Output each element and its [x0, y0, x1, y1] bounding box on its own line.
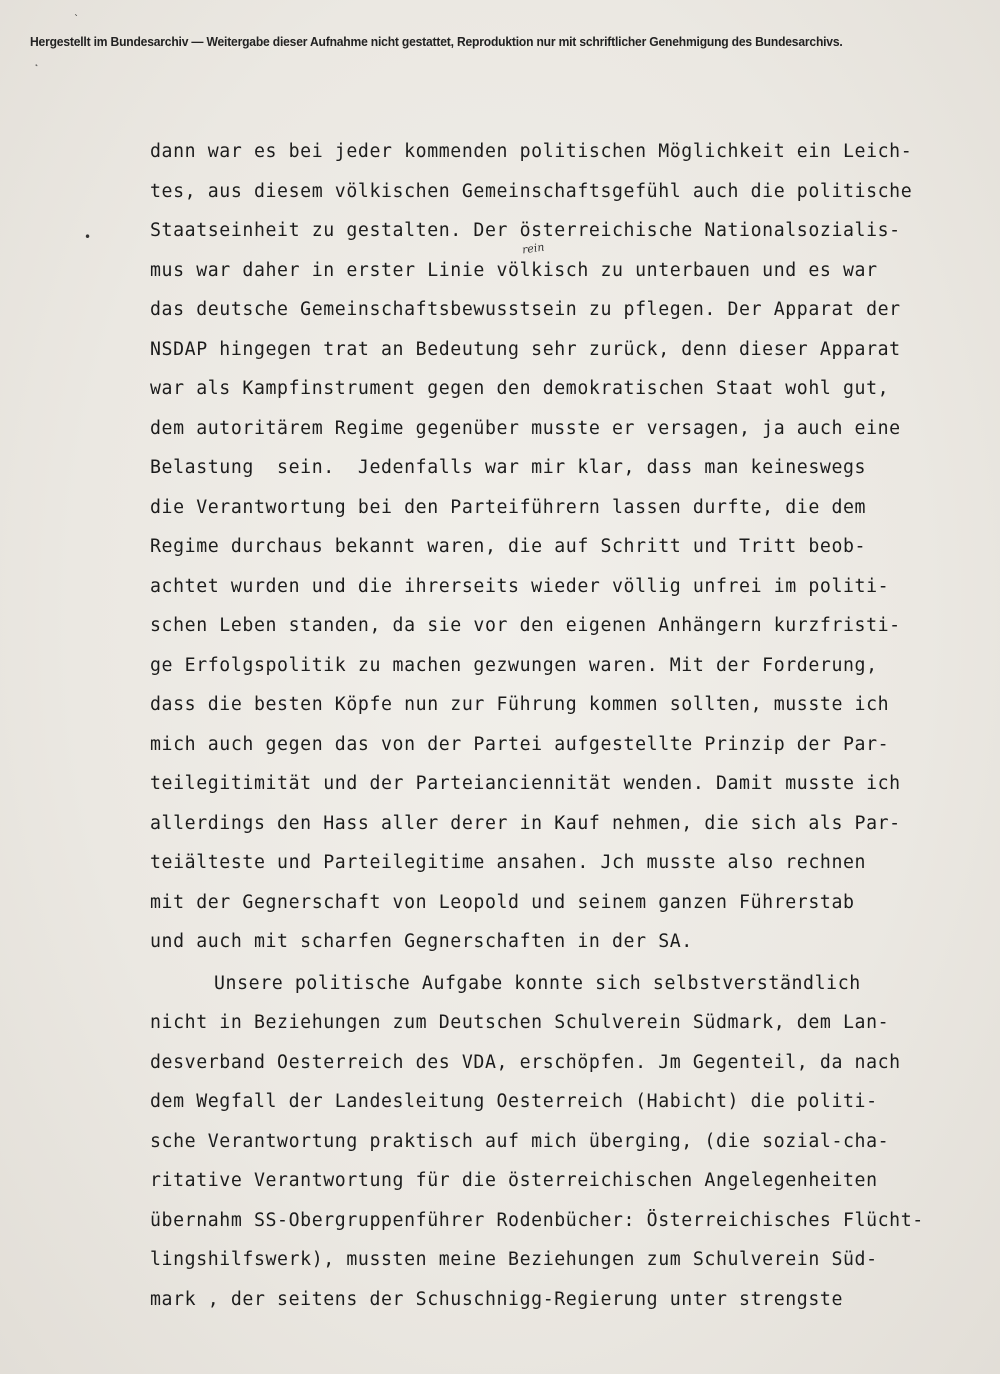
text-line: allerdings den Hass aller derer in Kauf nehmen, die sich als Par-: [150, 812, 901, 834]
text-line: Regime durchaus bekannt waren, die auf Schritt und Tritt beob-: [150, 536, 867, 557]
text-line: übernahm SS-Obergruppenführer Rodenbücher: Österreichisches Flücht-: [150, 1209, 924, 1231]
text-line: Belastung sein. Jedenfalls war mir klar, dass man keineswegs: [150, 457, 867, 478]
text-line: dass die besten Köpfe nun zur Führung kommen sollten, musste ich: [150, 694, 890, 715]
text-line: teiälteste und Parteilegitime ansahen. Jch musste also rechnen: [150, 852, 867, 873]
text-line: lingshilfswerk), mussten meine Beziehungen zum Schulverein Süd-: [150, 1249, 878, 1270]
text-line: NSDAP hingegen trat an Bedeutung sehr zurück, denn dieser Apparat: [150, 338, 901, 360]
text-line: die Verantwortung bei den Parteiführern lassen durfte, die dem: [150, 496, 867, 518]
text-line: das deutsche Gemeinschaftsbewusstsein zu pflegen. Der Apparat der: [150, 299, 901, 320]
text-line: war als Kampfinstrument gegen den demokratischen Staat wohl gut,: [150, 378, 890, 399]
text-line: mus war daher in erster Linie völkisch zu unterbauen und es war: [150, 259, 878, 281]
margin-dot-mark: •: [84, 230, 92, 244]
handwritten-insertion: rein: [521, 240, 546, 257]
text-line: achtet wurden und die ihrerseits wieder völlig unfrei im politi-: [150, 575, 890, 597]
text-line: sche Verantwortung praktisch auf mich überging, (die sozial-cha-: [150, 1130, 890, 1152]
text-line: nicht in Beziehungen zum Deutschen Schulverein Südmark, dem Lan-: [150, 1012, 890, 1033]
scan-mark-left: ˛: [34, 56, 39, 67]
text-line: mit der Gegnerschaft von Leopold und seinem ganzen Führerstab: [150, 891, 855, 913]
archive-notice: Hergestellt im Bundesarchiv — Weitergabe dieser Aufnahme nicht gestattet, Reproduktion nur mit schriftlicher Genehmigung des Bundesarchivs.: [30, 34, 843, 49]
text-line: teilegitimität und der Parteianciennität wenden. Damit musste ich: [150, 773, 901, 794]
text-line: mich auch gegen das von der Partei aufgestellte Prinzip der Par-: [150, 733, 890, 755]
typed-text-body: [150, 132, 960, 1319]
text-line: Staatseinheit zu gestalten. Der österreichische Nationalsozialis-: [150, 220, 901, 241]
text-line: dem Wegfall der Landesleitung Oesterreich (Habicht) die politi-: [150, 1091, 878, 1112]
text-line: Unsere politische Aufgabe konnte sich selbstverständlich: [214, 972, 861, 994]
text-line: tes, aus diesem völkischen Gemeinschaftsgefühl auch die politische: [150, 180, 913, 202]
text-line: desverband Oesterreich des VDA, erschöpfen. Jm Gegenteil, da nach: [150, 1051, 901, 1073]
text-line: und auch mit scharfen Gegnerschaften in der SA.: [150, 931, 693, 952]
text-line: dem autoritärem Regime gegenüber musste er versagen, ja auch eine: [150, 417, 901, 439]
paragraph-1: [150, 132, 960, 962]
text-line: mark , der seitens der Schuschnigg-Regierung unter strengste: [150, 1288, 843, 1310]
text-line: dann war es bei jeder kommenden politischen Möglichkeit ein Leich-: [150, 141, 913, 162]
paragraph-2: [150, 964, 960, 1320]
text-line: schen Leben standen, da sie vor den eigenen Anhängern kurzfristi-: [150, 615, 901, 636]
text-line: ge Erfolgspolitik zu machen gezwungen waren. Mit der Forderung,: [150, 654, 878, 676]
scan-mark-top: ˋ: [74, 14, 79, 25]
text-line: ritative Verantwortung für die österreichischen Angelegenheiten: [150, 1170, 878, 1191]
